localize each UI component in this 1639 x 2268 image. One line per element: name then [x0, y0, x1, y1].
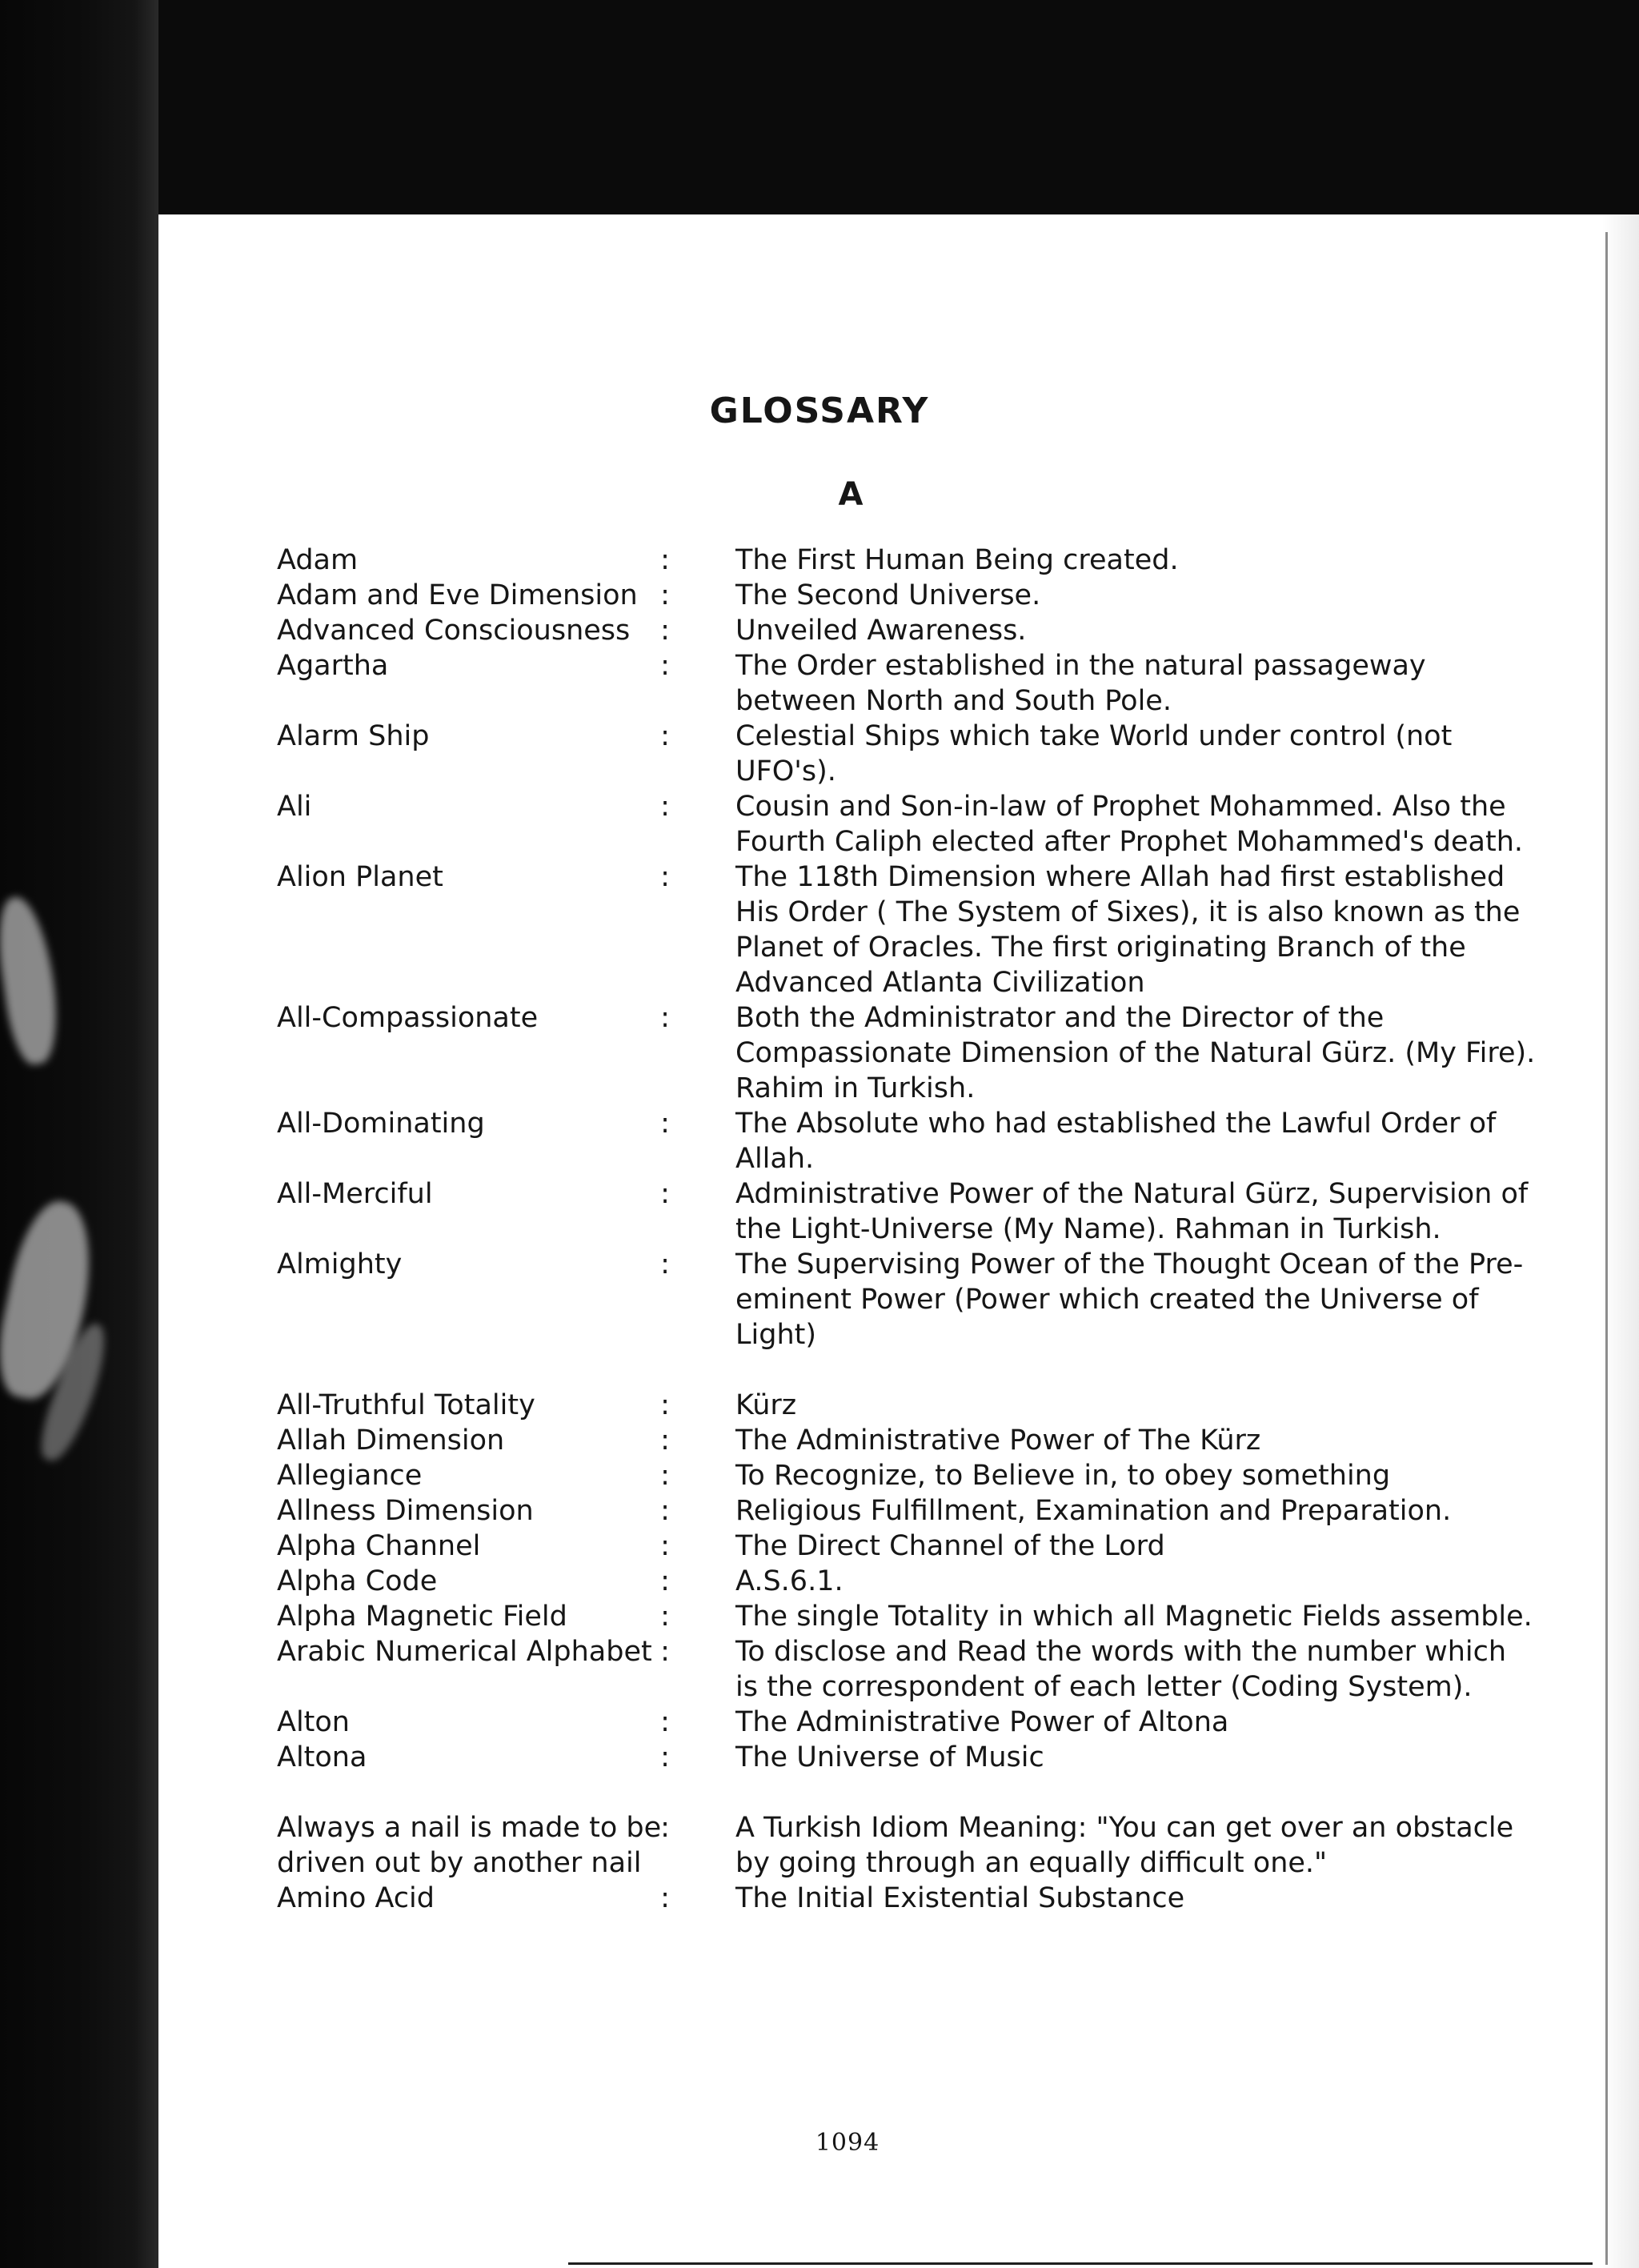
section-letter: A [838, 476, 864, 513]
glossary-entry [277, 543, 1421, 578]
glossary-definition: The Supervising Power of the Thought Ocean of the Pre-eminent Power (Power which created the Universe of Light) [735, 1248, 1524, 1351]
glossary-definition: Both the Administrator and the Director of the Compassionate Dimension of the Natural Gürz. (My Fire). Rahim in Turkish. [735, 1002, 1536, 1104]
glossary-term: Adam [277, 544, 359, 576]
glossary-definition: Unveiled Awareness. [735, 615, 1027, 647]
glossary-term: Agartha [277, 650, 389, 682]
glossary-definition: The 118th Dimension where Allah had first established His Order ( The System of Sixes), it is also known as the Planet of Oracles. The first originating Branch of the Advanced Atlanta Civilization [735, 861, 1521, 999]
glossary-definition: To Recognize, to Believe in, to obey something [735, 1460, 1391, 1492]
glossary-entry [277, 1634, 1507, 1705]
glossary-term: Ali [277, 791, 312, 823]
glossary-term: Alton [277, 1706, 350, 1738]
term-separator: : [660, 861, 670, 893]
glossary-term: Always a nail is made to be driven out by another nail [277, 1812, 662, 1879]
glossary-term: All-Compassionate [277, 1002, 539, 1034]
glossary-list [277, 543, 1536, 1916]
glossary-term: Alpha Code [277, 1565, 438, 1597]
glossary-definition: Administrative Power of the Natural Gürz, Supervision of the Light-Universe (My Name). Rahman in Turkish. [735, 1178, 1529, 1245]
glossary-term: All-Dominating [277, 1108, 485, 1140]
term-separator: : [660, 1460, 670, 1492]
glossary-entry [277, 648, 1426, 719]
glossary-entry [277, 1529, 1421, 1564]
term-separator: : [660, 791, 670, 823]
term-separator: : [660, 1002, 670, 1034]
glossary-term: Almighty [277, 1248, 403, 1280]
term-separator: : [660, 1178, 670, 1210]
term-separator: : [660, 1882, 670, 1914]
glossary-term: Alion Planet [277, 861, 443, 893]
term-separator: : [660, 615, 670, 647]
glossary-definition: The Order established in the natural passageway between North and South Pole. [735, 650, 1426, 717]
glossary-definition: The Direct Channel of the Lord [735, 1530, 1165, 1562]
glossary-term: Alarm Ship [277, 720, 430, 752]
scan-artifact [0, 894, 64, 1068]
glossary-entry [277, 1106, 1497, 1176]
term-separator: : [660, 650, 670, 682]
glossary-entry [277, 1705, 1421, 1740]
glossary-term: Allness Dimension [277, 1495, 534, 1527]
glossary-entry [277, 789, 1524, 860]
page-number: 1094 [815, 2129, 880, 2157]
term-separator: : [660, 1636, 670, 1668]
term-separator: : [660, 1389, 670, 1421]
glossary-term: Adam and Eve Dimension [277, 579, 638, 611]
glossary-term: All-Merciful [277, 1178, 433, 1210]
scan-shadow-left [0, 0, 158, 2268]
glossary-term: Alpha Magnetic Field [277, 1601, 567, 1633]
glossary-term: Arabic Numerical Alphabet [277, 1636, 652, 1668]
glossary-entry [277, 613, 1421, 648]
glossary-definition: Cousin and Son-in-law of Prophet Mohammed. Also the Fourth Caliph elected after Prophet Mohammed's death. [735, 791, 1524, 858]
glossary-definition: The Administrative Power of Altona [735, 1706, 1229, 1738]
glossary-entry [277, 1388, 1421, 1423]
glossary-definition: The single Totality in which all Magnetic Fields assemble. [735, 1601, 1533, 1633]
term-separator: : [660, 720, 670, 752]
term-separator: : [660, 544, 670, 576]
glossary-term: Amino Acid [277, 1882, 435, 1914]
glossary-entry [277, 1810, 1514, 1881]
glossary-entry [277, 860, 1521, 1000]
glossary-term: Allegiance [277, 1460, 423, 1492]
term-separator: : [660, 1565, 670, 1597]
scan-shadow-top [0, 0, 1639, 214]
glossary-definition: Kürz [735, 1389, 797, 1421]
glossary-definition: Religious Fulfillment, Examination and Preparation. [735, 1495, 1452, 1527]
glossary-definition: The First Human Being created. [735, 544, 1179, 576]
bottom-edge-line [568, 2262, 1593, 2265]
glossary-definition: Celestial Ships which take World under control (not UFO's). [735, 720, 1453, 787]
term-separator: : [660, 1495, 670, 1527]
glossary-definition: To disclose and Read the words with the number which is the correspondent of each letter (Coding System). [735, 1636, 1507, 1703]
glossary-term: Alpha Channel [277, 1530, 481, 1562]
term-separator: : [660, 579, 670, 611]
glossary-definition: A Turkish Idiom Meaning: "You can get over an obstacle by going through an equally difficult one." [735, 1812, 1514, 1879]
term-separator: : [660, 1108, 670, 1140]
glossary-entry [277, 1000, 1536, 1106]
glossary-entry [277, 1599, 1533, 1634]
term-separator: : [660, 1706, 670, 1738]
glossary-term: Altona [277, 1741, 367, 1773]
glossary-entry [277, 719, 1453, 789]
glossary-term: All-Truthful Totality [277, 1389, 535, 1421]
term-separator: : [660, 1248, 670, 1280]
glossary-entry [277, 1740, 1421, 1775]
glossary-entry [277, 1458, 1421, 1493]
page-title: GLOSSARY [709, 391, 930, 431]
glossary-definition: The Universe of Music [735, 1741, 1044, 1773]
page-edge-line [1605, 232, 1608, 2265]
glossary-definition: A.S.6.1. [735, 1565, 844, 1597]
glossary-term: Allah Dimension [277, 1425, 505, 1457]
term-separator: : [660, 1425, 670, 1457]
term-separator: : [660, 1812, 670, 1844]
glossary-entry [277, 578, 1421, 613]
glossary-definition: The Absolute who had established the Lawful Order of Allah. [735, 1108, 1497, 1175]
term-separator: : [660, 1530, 670, 1562]
term-separator: : [660, 1601, 670, 1633]
glossary-entry [277, 1247, 1524, 1352]
glossary-entry [277, 1493, 1452, 1529]
glossary-definition: The Second Universe. [735, 579, 1041, 611]
glossary-entry [277, 1881, 1421, 1916]
glossary-entry [277, 1423, 1421, 1458]
glossary-entry [277, 1176, 1529, 1247]
term-separator: : [660, 1741, 670, 1773]
glossary-entry [277, 1564, 1421, 1599]
glossary-definition: The Administrative Power of The Kürz [735, 1425, 1261, 1457]
glossary-definition: The Initial Existential Substance [735, 1882, 1185, 1914]
glossary-term: Advanced Consciousness [277, 615, 631, 647]
